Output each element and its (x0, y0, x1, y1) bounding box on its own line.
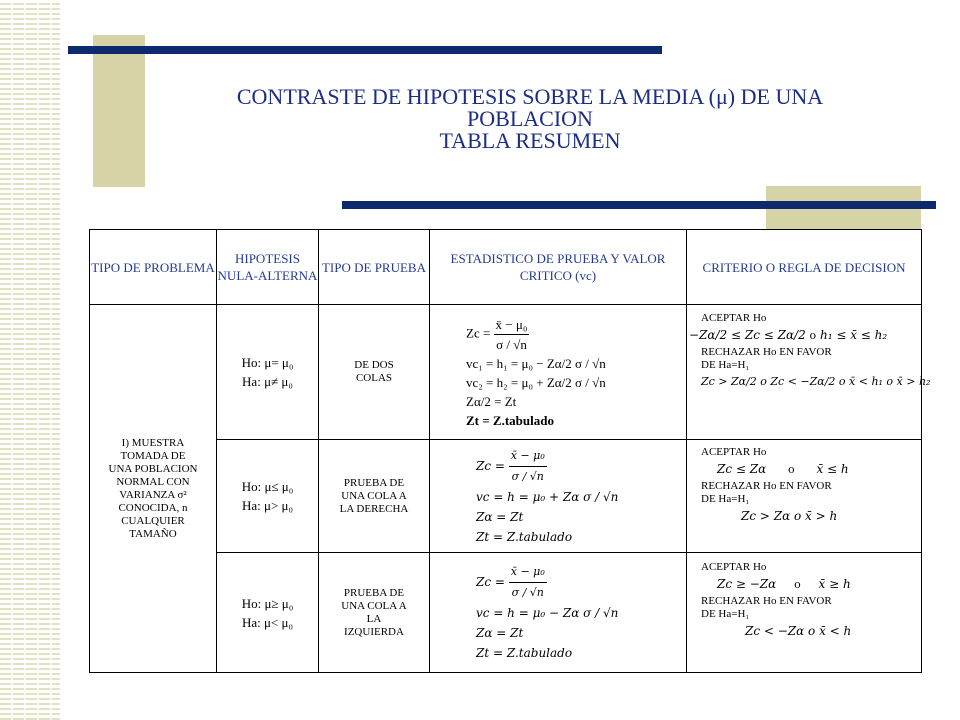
test-type-cell: PRUEBA DE UNA COLA A LA IZQUIERDA (319, 553, 430, 673)
header-criterio: CRITERIO O REGLA DE DECISION (687, 230, 922, 305)
null-hypothesis: Ho: μ≥ μ₀ (241, 595, 294, 611)
accent-square-top (93, 35, 145, 187)
z-tabulated-line: Zt = Z.tabulado (476, 529, 573, 544)
null-hypothesis: Ho: μ= μ₀ (241, 355, 294, 370)
accept-label: ACEPTAR Ho (701, 446, 767, 458)
alt-hypothesis: Ha: μ> μ₀ (241, 498, 294, 513)
reject-label: RECHAZAR Ho EN FAVOR (701, 480, 832, 492)
hypothesis-cell (217, 305, 319, 440)
null-hypothesis: Ho: μ≤ μ₀ (241, 479, 294, 494)
header-estadistico: ESTADISTICO DE PRUEBA Y VALOR CRITICO (vc) (430, 230, 687, 305)
test-type-cell: DE DOS COLAS (319, 305, 430, 440)
hypothesis-cell (217, 553, 319, 673)
z-alpha-line: Zα = Zt (476, 509, 524, 524)
reject-label: RECHAZAR Ho EN FAVOR (701, 595, 832, 607)
critical-value-2: vc₂ = h₂ = μ₀ + Zα/2 σ / √n (466, 374, 606, 390)
statistic-cell (430, 305, 687, 440)
z-statistic-formula: Zc = $\frac{\text{x̄ − μ₀}}{\sigma / √n}$ (476, 446, 686, 487)
z-tabulated-line: Zt = Z.tabulado (476, 646, 573, 660)
accept-rule: Zc ≥ −Zα o x̄ ≥ h (717, 577, 851, 591)
header-hipotesis: HIPOTESIS NULA-ALTERNA (217, 230, 319, 305)
title-line-3: TABLA RESUMEN (439, 128, 621, 153)
page-title (180, 86, 880, 152)
problem-cell: I) MUESTRA TOMADA DE UNA POBLACION NORMAL CON VARIANZA σ² CONOCIDA, n CUALQUIER TAMAÑO (90, 305, 217, 673)
statistic-cell (430, 553, 687, 673)
critical-value: vc = h = μ₀ + Zα σ / √n (476, 489, 619, 504)
z-alpha-line: Zα/2 = Zt (466, 393, 517, 409)
summary-table (89, 229, 931, 673)
left-stripe-decoration (0, 0, 60, 720)
reject-rule: Zc > Zα o x̄ > h (741, 509, 838, 523)
alt-hypothesis: Ha: μ≠ μ₀ (242, 374, 293, 389)
title-line-1: CONTRASTE DE HIPOTESIS SOBRE LA MEDIA (μ) DE UNA (236, 84, 824, 109)
table-row-two-tails (90, 305, 922, 440)
reject-rule: Zc < −Zα o x̄ < h (745, 624, 852, 638)
accept-rule: −Zα/2 ≤ Zc ≤ Zα/2 o h₁ ≤ x̄ ≤ h₂ (689, 328, 888, 342)
statistic-cell (430, 440, 687, 553)
alt-hypothesis: Ha: μ< μ₀ (241, 614, 294, 630)
reject-label-2: DE Ha=H₁ (701, 359, 750, 371)
z-statistic-formula: Zc = $\frac{\text{x̄ − μ₀}}{\sigma / √n}$ (476, 562, 686, 603)
accept-rule: Zc ≤ Zα o x̄ ≤ h (717, 462, 849, 476)
hypothesis-cell (217, 440, 319, 553)
accept-label: ACEPTAR Ho (701, 312, 767, 324)
decision-cell (687, 553, 922, 673)
header-tipo-prueba: TIPO DE PRUEBA (319, 230, 430, 305)
z-alpha-line: Zα = Zt (476, 626, 524, 640)
reject-rule: Zc > Zα/2 o Zc < −Zα/2 o x̄ < h₁ o x̄ > h₂ (701, 375, 931, 388)
decision-cell (687, 440, 922, 553)
middle-rule (342, 201, 936, 209)
reject-label-2: DE Ha=H₁ (701, 493, 750, 505)
decision-cell (687, 305, 931, 440)
top-rule (68, 46, 662, 54)
accept-label: ACEPTAR Ho (701, 561, 767, 573)
z-statistic-formula: Zc = $\frac{\text{x̄ − μ₀}}{\sigma / √n}$ (466, 316, 528, 352)
title-line-2: POBLACION (467, 106, 593, 131)
header-tipo-problema: TIPO DE PROBLEMA (90, 230, 217, 305)
reject-label-2: DE Ha=H₁ (701, 608, 750, 620)
z-tabulated-line: Zt = Z.tabulado (466, 412, 554, 428)
critical-value-1: vc₁ = h₁ = μ₀ − Zα/2 σ / √n (466, 355, 606, 371)
critical-value: vc = h = μ₀ − Zα σ / √n (476, 606, 619, 620)
header-row (90, 230, 922, 305)
reject-label: RECHAZAR Ho EN FAVOR (701, 346, 832, 358)
test-type-cell: PRUEBA DE UNA COLA A LA DERECHA (319, 440, 430, 553)
